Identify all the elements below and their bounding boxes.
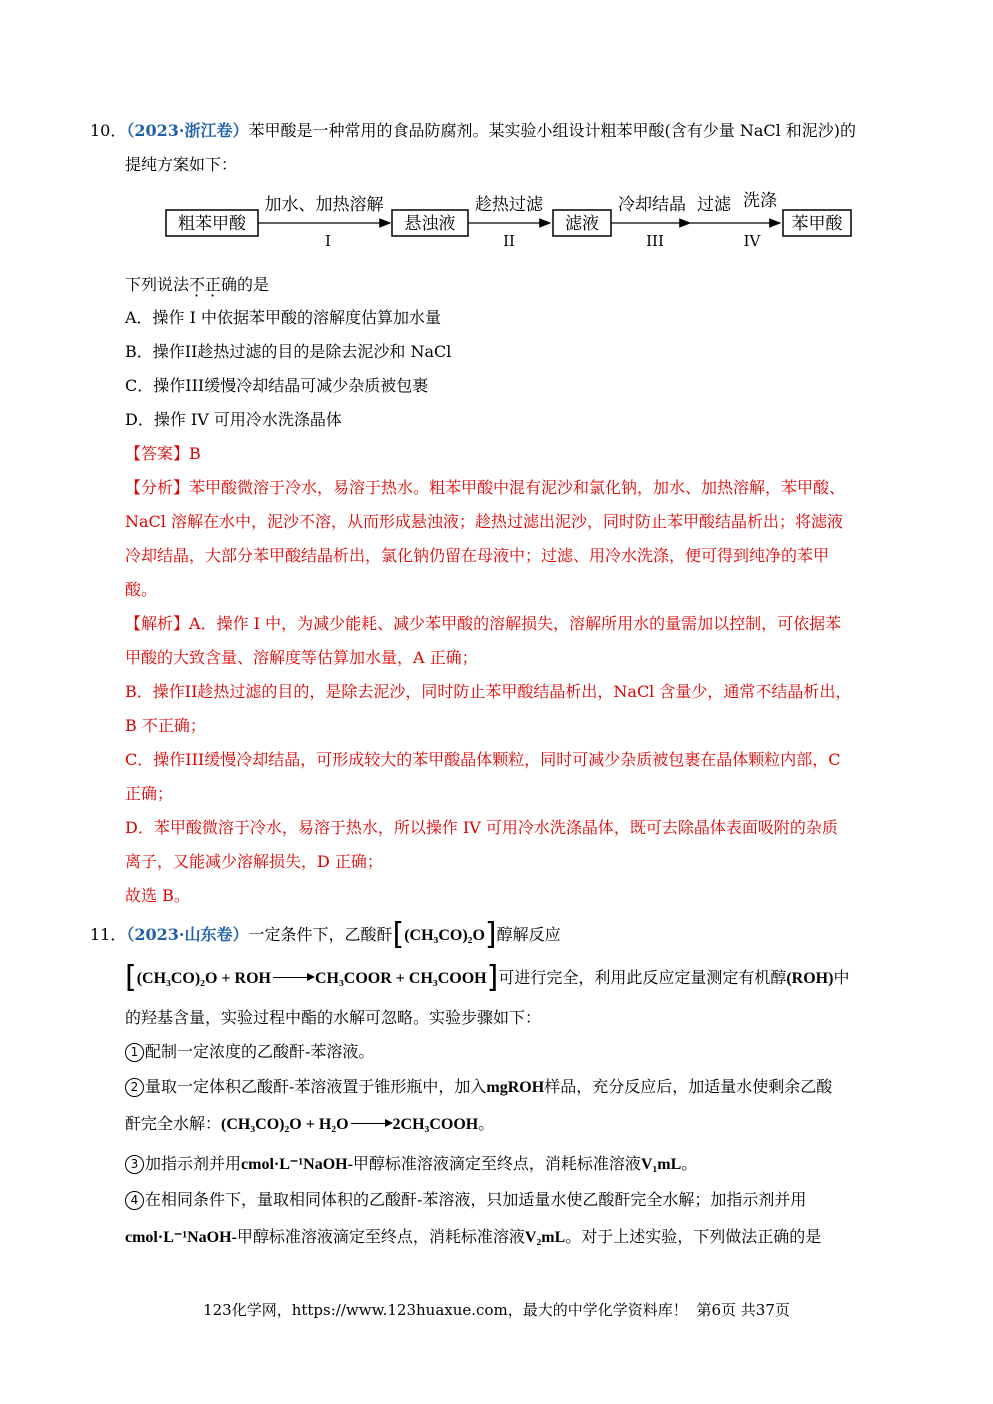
q11-stem-line2 (125, 960, 850, 995)
flow-box-suspension-label: 悬浊液 (404, 214, 456, 234)
flow-step3-label-a: 冷却结晶 (618, 195, 686, 215)
step2-circle-number: 2 (125, 1078, 144, 1097)
q11-stem-line1 (90, 917, 561, 952)
step3-circle-number: 3 (125, 1155, 144, 1174)
hydrolysis-right: 2CH₃COOH (392, 1116, 479, 1133)
q10-solution-line5: C．操作III缓慢冷却结晶，可形成较大的苯甲酸晶体颗粒，同时可减少杂质被包裹在晶体颗粒内部，C (125, 750, 841, 769)
q10-prompt-a: 下列说法 (125, 275, 190, 294)
analysis-tag: 【分析】 (125, 478, 190, 497)
q11-anhydride-formula: (CH₃CO)₂O (404, 927, 485, 944)
step3-titrant: cmol·L⁻¹NaOH- (241, 1156, 353, 1173)
q10-flow-diagram (160, 186, 860, 256)
q11-stem-line3: 的羟基含量，实验过程中酯的水解可忽略。实验步骤如下： (125, 1008, 542, 1027)
q10-option-c[interactable]: C．操作III缓慢冷却结晶可减少杂质被包裹 (125, 376, 429, 395)
flow-step3-no: III (646, 232, 664, 250)
q10-option-d[interactable]: D．操作 IV 可用冷水洗涤晶体 (125, 410, 342, 429)
q10-solution-line4: B 不正确； (125, 716, 206, 735)
q10-solution-line1 (125, 613, 841, 635)
q10-solution-line7: D．苯甲酸微溶于冷水，易溶于热水，所以操作 IV 可用冷水洗涤晶体，既可去除晶体表面吸附的杂质 (125, 818, 838, 837)
step1-circle-number: 1 (125, 1043, 144, 1062)
step4-text-a: 在相同条件下，量取相同体积的乙酸酐-苯溶液，只加适量水使乙酸酐完全水解；加指示剂并用 (145, 1190, 807, 1209)
q10-prompt-b: 确的是 (221, 275, 270, 294)
flow-step1-no: I (325, 232, 331, 250)
step2-text-c: 酐完全水解： (125, 1114, 222, 1133)
q11-source: （2023·山东卷） (126, 925, 249, 944)
q10-answer (125, 443, 201, 465)
answer-value: B (189, 444, 201, 463)
q10-stem-line2: 提纯方案如下： (125, 155, 238, 174)
q10-analysis-line4: 酸。 (125, 580, 158, 599)
q10-prompt-emph-1: 不 (189, 275, 206, 294)
hydrolysis-left: (CH₃CO)₂O + H₂O (221, 1116, 349, 1133)
q11-step3 (125, 1153, 697, 1176)
q10-stem-line1 (90, 120, 856, 142)
q10-prompt-emph-2: 正 (205, 275, 222, 294)
reaction-arrow (273, 977, 313, 978)
footer-page-number: 第6页 共37页 (696, 1301, 790, 1319)
q11-step2-line2 (125, 1113, 494, 1136)
reaction-right: CH₃COOR + CH₃COOH (314, 970, 487, 987)
q11-stem1-end: 醇解反应 (496, 925, 561, 944)
bracket-close: ] (486, 960, 499, 995)
q10-solution-line6: 正确； (125, 784, 174, 803)
step3-end: 。 (681, 1154, 698, 1173)
step4-titrant: cmol·L⁻¹NaOH- (125, 1229, 237, 1246)
step4-text-b: 甲醇标准溶液滴定至终点，消耗标准溶液 (236, 1227, 525, 1246)
reaction-left: (CH₃CO)₂O + ROH (136, 970, 271, 987)
step1-text: 配制一定浓度的乙酸酐-苯溶液。 (145, 1042, 375, 1061)
step3-text-a: 加指示剂并用 (145, 1154, 242, 1173)
flow-box-product-label: 苯甲酸 (791, 214, 843, 234)
q10-analysis-line1 (125, 477, 845, 499)
q10-conclusion: 故选 B。 (125, 886, 190, 905)
q11-step2-line1 (125, 1076, 832, 1099)
q11-step4-line2 (125, 1226, 821, 1249)
step4-circle-number: 4 (125, 1191, 144, 1210)
step3-text-b: 甲醇标准溶液滴定至终点，消耗标准溶液 (352, 1154, 641, 1173)
flow-box-filtrate-label: 滤液 (565, 214, 599, 234)
flow-step4-no: IV (743, 232, 761, 250)
q10-source: （2023·浙江卷） (126, 121, 249, 140)
flow-step1-label: 加水、加热溶解 (264, 195, 384, 215)
step2-text-b: 样品，充分反应后，加适量水使剩余乙酸 (544, 1077, 833, 1096)
step2-text-a: 量取一定体积乙酸酐-苯溶液置于锥形瓶中，加入 (145, 1077, 487, 1096)
flow-step3-label-b: 过滤 (697, 195, 731, 215)
q10-prompt (125, 274, 269, 296)
analysis-text-1: 苯甲酸微溶于冷水，易溶于热水。粗苯甲酸中混有泥沙和氯化钠，加水、加热溶解，苯甲酸、 (189, 478, 846, 497)
step3-v1: V₁mL (640, 1156, 682, 1173)
flow-box-crude-label: 粗苯甲酸 (178, 214, 246, 234)
step4-end: 。对于上述实验，下列做法正确的是 (565, 1227, 822, 1246)
flow-step2-label: 趁热过滤 (475, 195, 543, 215)
q10-solution-line3: B．操作II趁热过滤的目的，是除去泥沙，同时防止苯甲酸结晶析出，NaCl 含量少，通常不结晶析出， (125, 682, 852, 701)
q10-stem-text: 苯甲酸是一种常用的食品防腐剂。某实验小组设计粗苯甲酸(含有少量 NaCl 和泥沙)的 (248, 121, 857, 140)
q10-solution-line2: 甲酸的大致含量、溶解度等估算加水量，A 正确； (125, 648, 478, 667)
flow-step2-no: II (503, 232, 515, 250)
bracket-close: ] (484, 917, 497, 952)
flow-step4-label: 洗涤 (743, 191, 777, 211)
q11-step1 (125, 1041, 374, 1063)
q11-number: 11． (90, 925, 127, 944)
bracket-open: [ (125, 960, 137, 995)
q10-option-b[interactable]: B．操作II趁热过滤的目的是除去泥沙和 NaCl (125, 342, 452, 361)
hydrolysis-arrow (351, 1123, 391, 1124)
hydrolysis-end: 。 (478, 1114, 495, 1133)
q11-stem1: 一定条件下，乙酸酐 (248, 925, 393, 944)
q11-roh: (ROH) (786, 970, 834, 987)
q10-analysis-line3: 冷却结晶，大部分苯甲酸结晶析出，氯化钠仍留在母液中；过滤、用冷水洗涤，便可得到纯净的苯甲 (125, 546, 830, 565)
q11-stem2-end: 中 (833, 968, 850, 987)
q10-option-a[interactable]: A．操作 I 中依据苯甲酸的溶解度估算加水量 (125, 308, 442, 327)
q11-stem2: 可进行完全，利用此反应定量测定有机醇 (498, 968, 787, 987)
solution-text-1: A．操作 I 中，为减少能耗、减少苯甲酸的溶解损失，溶解所用水的量需加以控制，可依据苯 (189, 614, 842, 633)
q10-analysis-line2: NaCl 溶解在水中，泥沙不溶，从而形成悬浊液；趁热过滤出泥沙，同时防止苯甲酸结晶析出；将滤液 (125, 512, 843, 531)
footer-site: 123化学网，https://www.123huaxue.com，最大的中学化学资料库！ (203, 1301, 688, 1319)
step4-v2: V₂mL (524, 1229, 566, 1246)
answer-tag: 【答案】 (125, 444, 190, 463)
q11-step4-line1 (125, 1189, 806, 1211)
solution-tag: 【解析】 (125, 614, 190, 633)
page-footer (0, 1299, 993, 1320)
q10-number: 10． (90, 121, 127, 140)
step2-sample: mgROH (486, 1079, 545, 1096)
q10-solution-line8: 离子，又能减少溶解损失，D 正确； (125, 852, 383, 871)
bracket-open: [ (392, 917, 405, 952)
